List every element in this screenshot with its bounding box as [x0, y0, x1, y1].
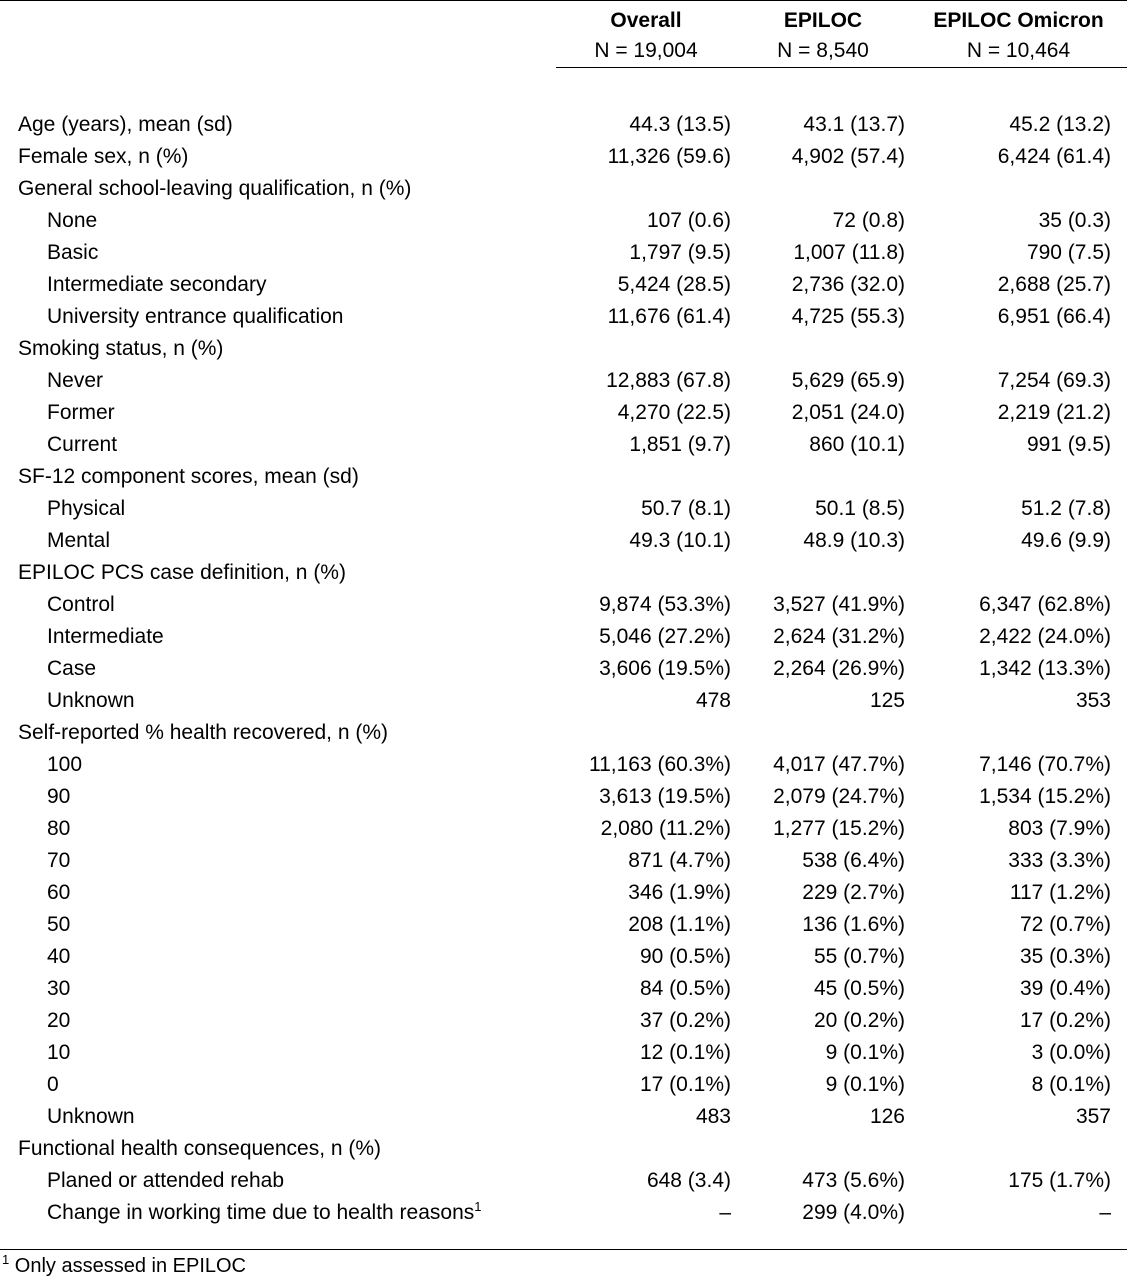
- epiloc-omicron-value: 803 (7.9%): [1008, 817, 1111, 840]
- epiloc-value: 4,725 (55.3): [791, 305, 905, 328]
- epiloc-value: 229 (2.7%): [802, 881, 905, 904]
- overall-value: [556, 557, 736, 589]
- epiloc-omicron-value: 6,424 (61.4): [997, 145, 1111, 168]
- row-label: [0, 173, 556, 205]
- row-sublabel: [0, 1165, 556, 1197]
- overall-value: 12,883 (67.8): [606, 369, 731, 392]
- epiloc-omicron-value: 7,254 (69.3): [997, 369, 1111, 392]
- row-label-text: 40: [47, 945, 71, 968]
- epiloc-omicron-value: 7,146 (70.7%): [979, 753, 1111, 776]
- row-sublabel: [0, 1037, 556, 1069]
- epiloc-value: 2,079 (24.7%): [773, 785, 905, 808]
- row-label: [0, 557, 556, 589]
- epiloc-omicron-value: 45.2 (13.2): [1009, 113, 1111, 136]
- row-sublabel: [0, 621, 556, 653]
- epiloc-value: 126: [869, 1105, 905, 1128]
- table-row: [0, 173, 1127, 205]
- overall-value: 49.3 (10.1): [629, 529, 731, 552]
- epiloc-omicron-value: 51.2 (7.8): [1021, 497, 1111, 520]
- epiloc-omicron-value: 35 (0.3): [1038, 209, 1111, 232]
- epiloc-value: 4,017 (47.7%): [773, 753, 905, 776]
- overall-value: –: [719, 1201, 731, 1224]
- row-label-text: 30: [47, 977, 71, 1000]
- overall-value: 1,851 (9.7): [629, 433, 731, 456]
- overall-value: [556, 173, 736, 205]
- epiloc-value: [736, 557, 910, 589]
- overall-value: 2,080 (11.2%): [600, 817, 731, 840]
- row-sublabel: [0, 749, 556, 781]
- overall-value: 4,270 (22.5): [617, 401, 731, 424]
- row-label: [0, 141, 556, 173]
- table-row: [0, 365, 1127, 397]
- row-sublabel: [0, 973, 556, 1005]
- row-sublabel: [0, 365, 556, 397]
- epiloc-omicron-value: 991 (9.5): [1026, 433, 1111, 456]
- table-row: [0, 205, 1127, 237]
- epiloc-omicron-value: 39 (0.4%): [1019, 977, 1111, 1000]
- overall-value: [556, 717, 736, 749]
- row-label-text: EPILOC PCS case definition, n (%): [18, 561, 346, 584]
- epiloc-value: [736, 333, 910, 365]
- epiloc-value: [736, 461, 910, 493]
- row-label-text: Self-reported % health recovered, n (%): [18, 721, 389, 744]
- epiloc-value: [736, 173, 910, 205]
- epiloc-value: 2,736 (32.0): [791, 273, 905, 296]
- row-sublabel: [0, 941, 556, 973]
- overall-value: 5,424 (28.5): [617, 273, 731, 296]
- epiloc-value: 538 (6.4%): [802, 849, 905, 872]
- overall-value: 208 (1.1%): [628, 913, 731, 936]
- epiloc-omicron-value: [910, 333, 1127, 365]
- overall-value: 44.3 (13.5): [629, 113, 731, 136]
- overall-value: 107 (0.6): [646, 209, 731, 232]
- overall-value: 3,613 (19.5%): [599, 785, 731, 808]
- row-label-text: 60: [47, 881, 71, 904]
- row-label-text: 100: [47, 753, 83, 776]
- column-n: N = 8,540: [777, 39, 869, 62]
- row-sublabel: [0, 877, 556, 909]
- table-row: [0, 1101, 1127, 1133]
- table-row: [0, 813, 1127, 845]
- epiloc-value: 125: [869, 689, 905, 712]
- table-row: [0, 685, 1127, 717]
- epiloc-omicron-value: 117 (1.2%): [1009, 881, 1111, 904]
- row-sublabel: [0, 653, 556, 685]
- epiloc-omicron-value: 333 (3.3%): [1008, 849, 1111, 872]
- row-label-text: Unknown: [47, 1105, 135, 1128]
- table-row: [0, 717, 1127, 749]
- footnote: [2, 1253, 246, 1279]
- table-row: [0, 845, 1127, 877]
- row-sublabel: [0, 1197, 556, 1229]
- epiloc-omicron-value: 353: [1075, 689, 1111, 712]
- table-row: [0, 461, 1127, 493]
- epiloc-value: 860 (10.1): [809, 433, 905, 456]
- overall-value: [556, 1133, 736, 1165]
- spacer-row: [0, 68, 1127, 110]
- epiloc-value: 473 (5.6%): [802, 1169, 905, 1192]
- epiloc-value: 1,277 (15.2%): [773, 817, 905, 840]
- table-row: [0, 1197, 1127, 1229]
- overall-value: 648 (3.4): [646, 1169, 731, 1192]
- table-row: [0, 397, 1127, 429]
- row-label-text: 0: [47, 1073, 59, 1096]
- row-label-text: 20: [47, 1009, 71, 1032]
- epiloc-value: 45 (0.5%): [813, 977, 905, 1000]
- epiloc-omicron-value: 6,951 (66.4): [997, 305, 1111, 328]
- table-header: [0, 1, 1127, 68]
- epiloc-omicron-value: 2,219 (21.2): [997, 401, 1111, 424]
- row-label-text: Case: [47, 657, 97, 680]
- overall-value: 12 (0.1%): [639, 1041, 731, 1064]
- table-row: [0, 1133, 1127, 1165]
- overall-value: 37 (0.2%): [639, 1009, 731, 1032]
- row-sublabel: [0, 493, 556, 525]
- overall-value: [556, 461, 736, 493]
- epiloc-value: 2,051 (24.0): [791, 401, 905, 424]
- epiloc-value: 72 (0.8): [832, 209, 905, 232]
- overall-value: 483: [695, 1105, 731, 1128]
- epiloc-omicron-value: [910, 173, 1127, 205]
- header-epiloc: [736, 1, 910, 68]
- row-sublabel: [0, 1069, 556, 1101]
- row-sublabel: [0, 845, 556, 877]
- table-row: [0, 237, 1127, 269]
- epiloc-omicron-value: 6,347 (62.8%): [979, 593, 1111, 616]
- epiloc-value: 50.1 (8.5): [815, 497, 905, 520]
- column-n: N = 10,464: [966, 39, 1071, 62]
- row-sublabel: [0, 301, 556, 333]
- overall-value: 90 (0.5%): [639, 945, 731, 968]
- row-label-text: Never: [47, 369, 104, 392]
- row-label-text: Mental: [47, 529, 111, 552]
- table-row: [0, 429, 1127, 461]
- table-row: [0, 269, 1127, 301]
- table-row: [0, 1005, 1127, 1037]
- row-label: [0, 333, 556, 365]
- epiloc-omicron-value: 175 (1.7%): [1008, 1169, 1111, 1192]
- row-label-text: Functional health consequences, n (%): [18, 1137, 382, 1160]
- row-label-text: General school-leaving qualification, n (%): [18, 177, 412, 200]
- table-row: [0, 1165, 1127, 1197]
- row-sublabel: [0, 1005, 556, 1037]
- row-sublabel: [0, 525, 556, 557]
- overall-value: 346 (1.9%): [628, 881, 731, 904]
- row-label-text: Age (years), mean (sd): [18, 113, 233, 136]
- row-sublabel: [0, 781, 556, 813]
- row-label-text: 70: [47, 849, 71, 872]
- epiloc-omicron-value: 357: [1075, 1105, 1111, 1128]
- overall-value: 9,874 (53.3%): [599, 593, 731, 616]
- row-sublabel: [0, 909, 556, 941]
- table-row: [0, 781, 1127, 813]
- table-row: [0, 941, 1127, 973]
- epiloc-omicron-value: –: [1099, 1201, 1111, 1224]
- epiloc-value: 136 (1.6%): [802, 913, 905, 936]
- epiloc-value: 20 (0.2%): [813, 1009, 905, 1032]
- table-row: [0, 109, 1127, 141]
- row-label: [0, 717, 556, 749]
- table-row: [0, 525, 1127, 557]
- row-sublabel: [0, 813, 556, 845]
- row-label-text: SF-12 component scores, mean (sd): [18, 465, 359, 488]
- row-label-text: None: [47, 209, 98, 232]
- table-row: [0, 493, 1127, 525]
- row-sublabel: [0, 589, 556, 621]
- table-row: [0, 973, 1127, 1005]
- header-row: [0, 1, 1127, 68]
- overall-value: 17 (0.1%): [639, 1073, 731, 1096]
- row-label-text: Planed or attended rehab: [47, 1169, 285, 1192]
- overall-value: 3,606 (19.5%): [599, 657, 731, 680]
- row-label-text: University entrance qualification: [47, 305, 344, 328]
- row-label-text: Physical: [47, 497, 126, 520]
- table-row: [0, 877, 1127, 909]
- table-body: [0, 68, 1127, 1230]
- row-label-text: Control: [47, 593, 115, 616]
- epiloc-omicron-value: 2,422 (24.0%): [979, 625, 1111, 648]
- row-label-text: 10: [47, 1041, 71, 1064]
- epiloc-value: 9 (0.1%): [825, 1041, 905, 1064]
- table-row: [0, 589, 1127, 621]
- row-sublabel: [0, 205, 556, 237]
- header-blank-cell: [0, 1, 556, 68]
- row-label-text: Basic: [47, 241, 99, 264]
- row-label-text: Intermediate secondary: [47, 273, 267, 296]
- overall-value: 84 (0.5%): [639, 977, 731, 1000]
- epiloc-omicron-value: [910, 717, 1127, 749]
- overall-value: 5,046 (27.2%): [599, 625, 731, 648]
- epiloc-value: 299 (4.0%): [802, 1201, 905, 1224]
- overall-value: 11,676 (61.4): [607, 305, 731, 328]
- row-label-text: Female sex, n (%): [18, 145, 189, 168]
- overall-value: 11,163 (60.3%): [588, 753, 731, 776]
- overall-value: 871 (4.7%): [628, 849, 731, 872]
- row-label-text: Smoking status, n (%): [18, 337, 224, 360]
- column-n: N = 19,004: [594, 39, 698, 62]
- epiloc-value: 43.1 (13.7): [803, 113, 905, 136]
- row-sublabel: [0, 269, 556, 301]
- epiloc-value: 2,624 (31.2%): [773, 625, 905, 648]
- row-label: [0, 461, 556, 493]
- table-row: [0, 141, 1127, 173]
- footnote-text: Only assessed in EPILOC: [9, 1255, 247, 1277]
- epiloc-omicron-value: 790 (7.5): [1026, 241, 1111, 264]
- table-row: [0, 333, 1127, 365]
- column-name: Overall: [610, 9, 682, 32]
- epiloc-omicron-value: 72 (0.7%): [1019, 913, 1111, 936]
- epiloc-omicron-value: 35 (0.3%): [1019, 945, 1111, 968]
- overall-value: 50.7 (8.1): [641, 497, 731, 520]
- row-label-text: Intermediate: [47, 625, 164, 648]
- table-row: [0, 621, 1127, 653]
- epiloc-omicron-value: 3 (0.0%): [1031, 1041, 1111, 1064]
- epiloc-value: 48.9 (10.3): [803, 529, 905, 552]
- table-row: [0, 1069, 1127, 1101]
- table-row: [0, 653, 1127, 685]
- epiloc-omicron-value: 2,688 (25.7): [997, 273, 1111, 296]
- epiloc-omicron-value: 8 (0.1%): [1031, 1073, 1111, 1096]
- bottom-rule: [0, 1249, 1127, 1250]
- epiloc-value: 4,902 (57.4): [791, 145, 905, 168]
- footnote-marker: 1: [2, 1252, 10, 1267]
- epiloc-value: 2,264 (26.9%): [773, 657, 905, 680]
- overall-value: 478: [695, 689, 731, 712]
- epiloc-omicron-value: 49.6 (9.9): [1021, 529, 1111, 552]
- table-row: [0, 1037, 1127, 1069]
- epiloc-value: [736, 1133, 910, 1165]
- overall-value: [556, 333, 736, 365]
- epiloc-omicron-value: [910, 1133, 1127, 1165]
- column-name: EPILOC: [783, 9, 863, 32]
- table-row: [0, 557, 1127, 589]
- epiloc-omicron-value: [910, 557, 1127, 589]
- footnote-reference: 1: [474, 1199, 482, 1214]
- overall-value: 1,797 (9.5): [629, 241, 731, 264]
- epiloc-value: 5,629 (65.9): [791, 369, 905, 392]
- row-sublabel: [0, 397, 556, 429]
- row-label-text: Change in working time due to health reasons: [47, 1201, 475, 1224]
- header-epiloc-omicron: [910, 1, 1127, 68]
- row-label-text: 80: [47, 817, 71, 840]
- epiloc-value: 9 (0.1%): [825, 1073, 905, 1096]
- row-label-text: Current: [47, 433, 118, 456]
- row-label: [0, 1133, 556, 1165]
- row-sublabel: [0, 237, 556, 269]
- row-sublabel: [0, 1101, 556, 1133]
- epiloc-value: [736, 717, 910, 749]
- epiloc-value: 1,007 (11.8): [793, 241, 905, 264]
- epiloc-value: 55 (0.7%): [813, 945, 905, 968]
- epiloc-omicron-value: 17 (0.2%): [1019, 1009, 1111, 1032]
- header-overall: [556, 1, 736, 68]
- table-row: [0, 749, 1127, 781]
- column-name: EPILOC Omicron: [933, 9, 1104, 32]
- row-sublabel: [0, 429, 556, 461]
- row-label-text: 50: [47, 913, 71, 936]
- table-row: [0, 301, 1127, 333]
- row-label-text: 90: [47, 785, 71, 808]
- epiloc-omicron-value: 1,534 (15.2%): [979, 785, 1111, 808]
- row-label-text: Unknown: [47, 689, 135, 712]
- overall-value: 11,326 (59.6): [607, 145, 731, 168]
- row-label-text: Former: [47, 401, 115, 424]
- epiloc-omicron-value: 1,342 (13.3%): [979, 657, 1111, 680]
- row-label: [0, 109, 556, 141]
- row-sublabel: [0, 685, 556, 717]
- epiloc-value: 3,527 (41.9%): [773, 593, 905, 616]
- table-row: [0, 909, 1127, 941]
- epiloc-omicron-value: [910, 461, 1127, 493]
